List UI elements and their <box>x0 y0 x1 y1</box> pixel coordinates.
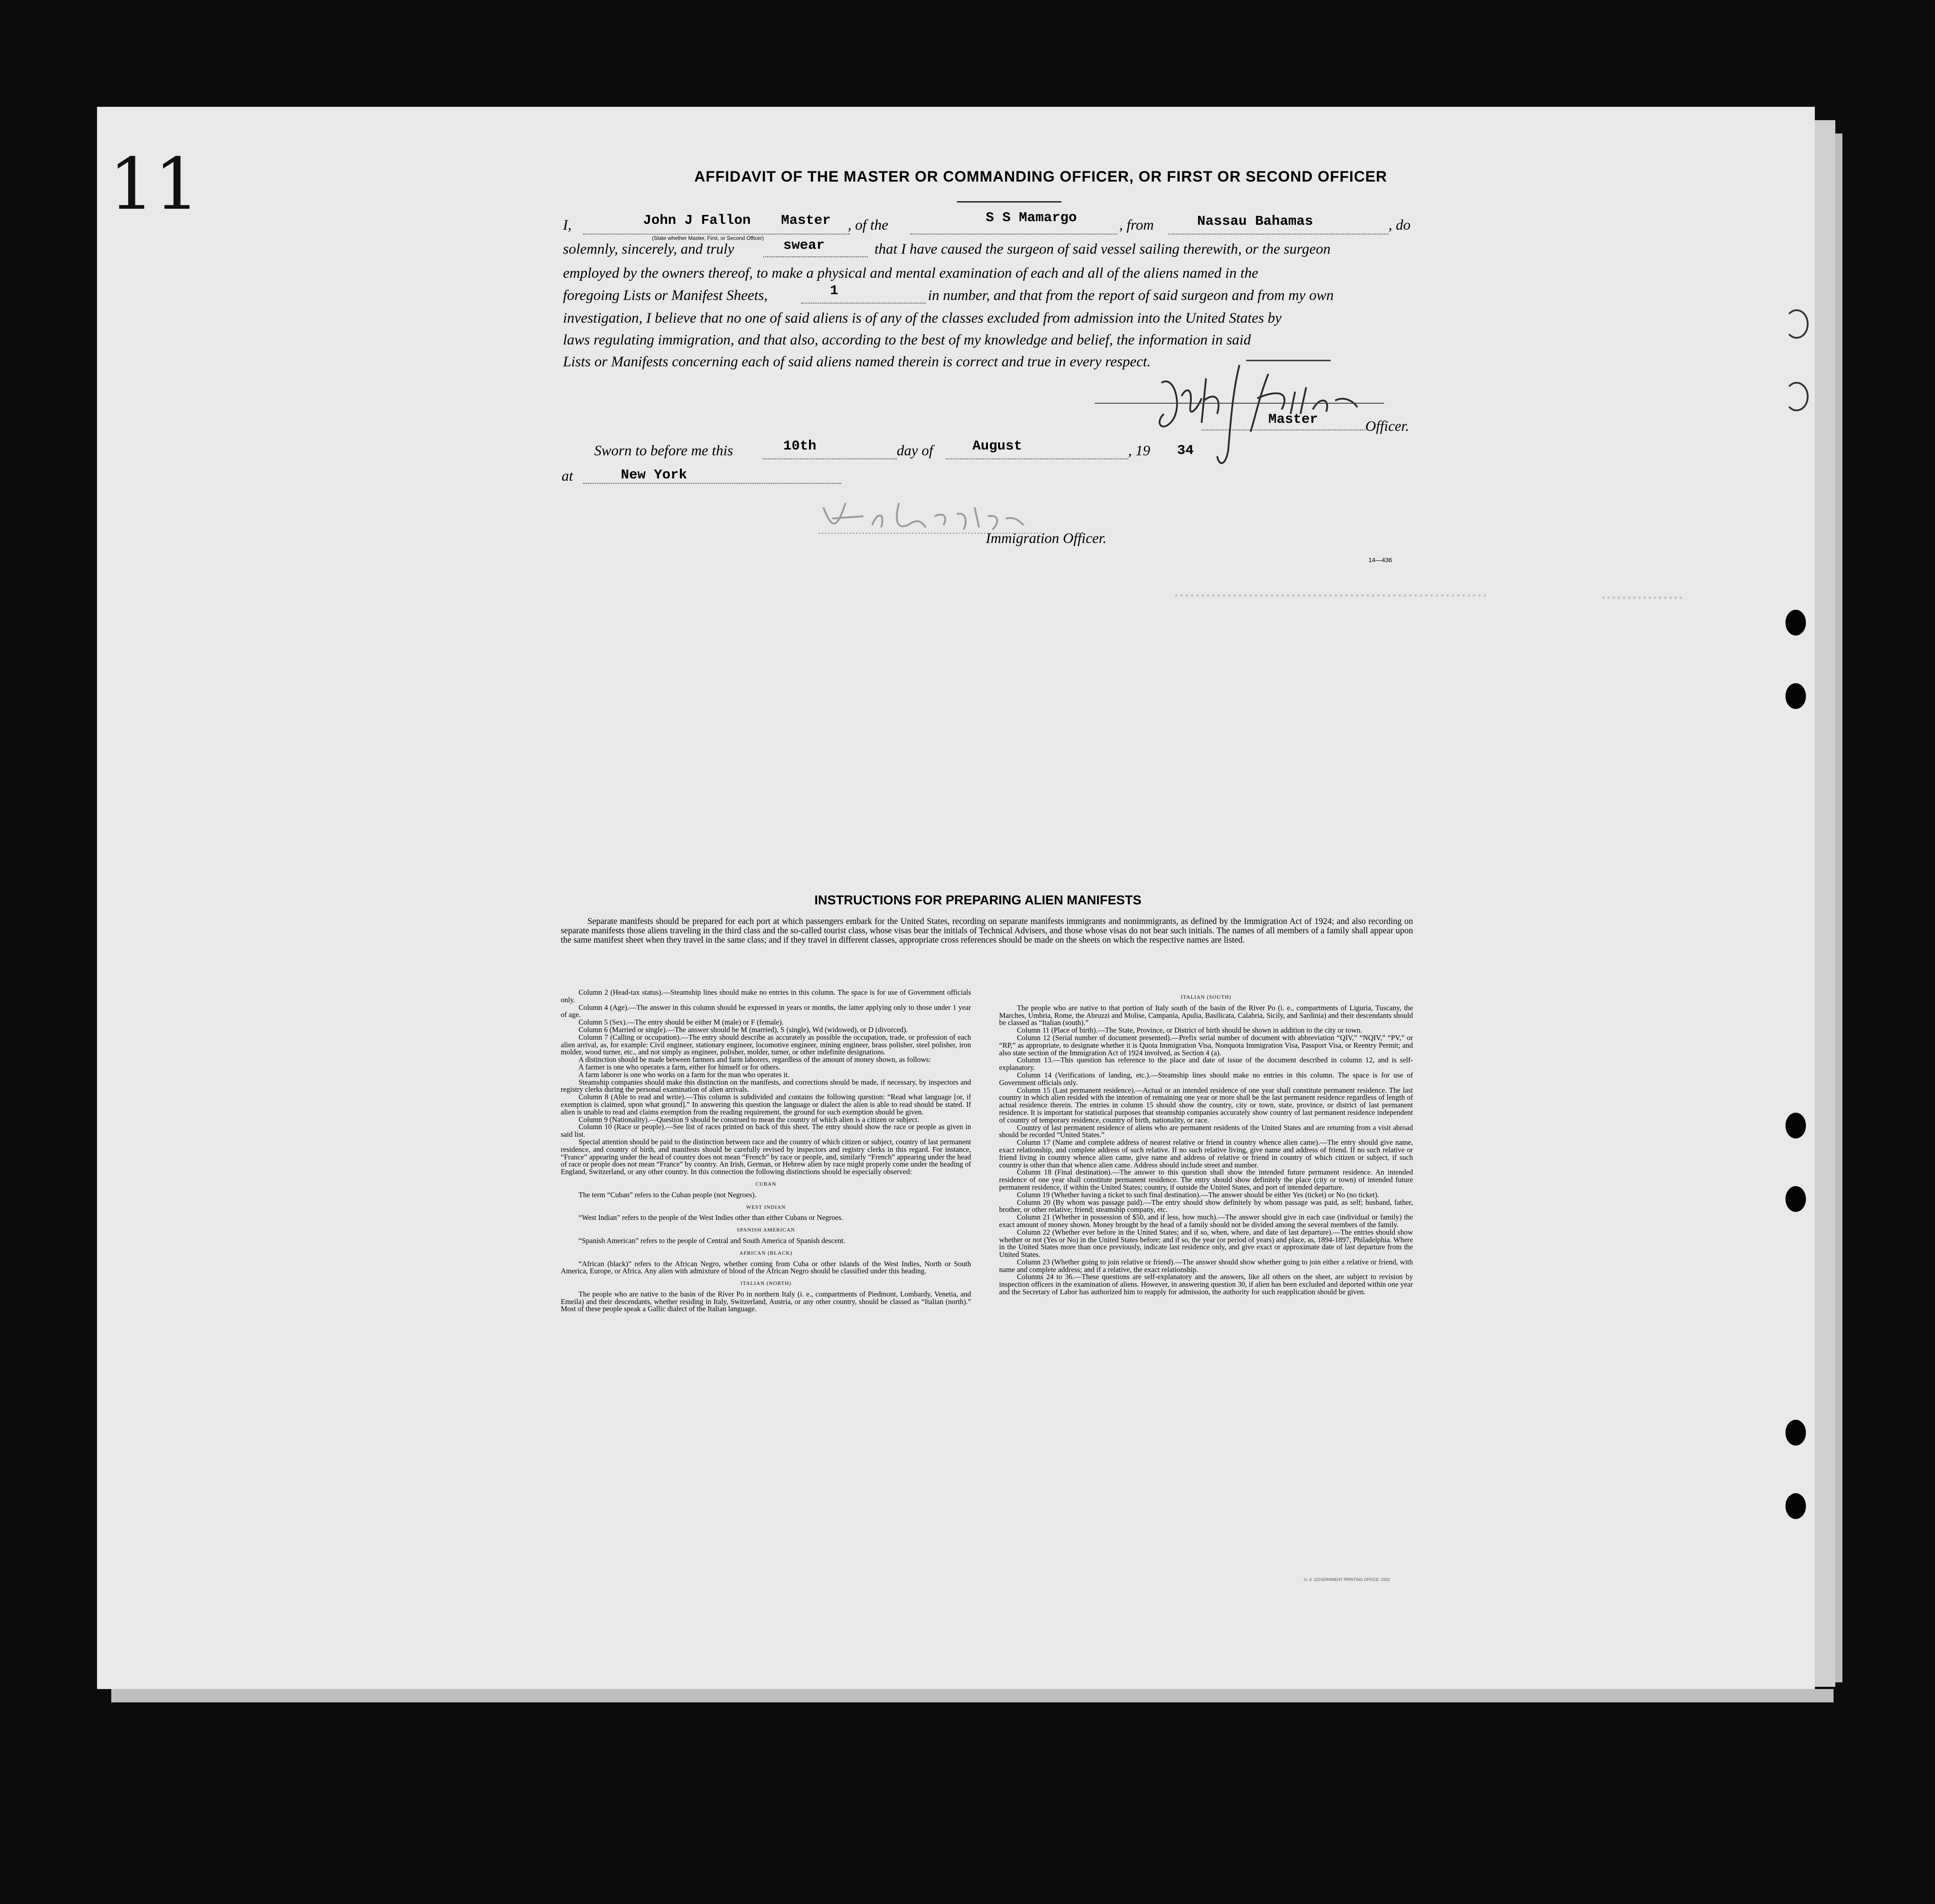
binder-hole <box>1785 382 1809 411</box>
instruction-paragraph: Column 12 (Serial number of document presented).—Prefix serial number of document with abbreviation “QIV,” “NQIV,” “PV,” or “RP,” as appropriate, to designate whether it is Quota Immigration Visa, Nonquota Immigration Visa, Passport Visa, or Reentry Permit; and also state section of the Immigration Act of 1924 involved, as Section 4 (a). <box>999 1033 1413 1057</box>
instructions-title: INSTRUCTIONS FOR PREPARING ALIEN MANIFESTS <box>814 893 1142 907</box>
binder-hole <box>1785 1113 1806 1138</box>
sworn-label: Sworn to before me this <box>594 443 733 459</box>
officer-label: Officer. <box>1365 418 1409 434</box>
instruction-paragraph: Column 4 (Age).—The answer in this column should be expressed in years or months, the latter applying only to those under 1 year of age. <box>561 1003 971 1019</box>
instruction-paragraph: Column 6 (Married or single).—The answer should be M (married), S (single), Wd (widowed), or D (divorced). <box>579 1025 908 1034</box>
section-heading: AFRICAN (BLACK) <box>739 1249 793 1256</box>
instruction-paragraph: The term “Cuban” refers to the Cuban people (not Negroes). <box>579 1190 757 1199</box>
instruction-paragraph: Column 14 (Verifications of landing, etc.).—Steamship lines should make no entries in this column. The space is for use of Government officials only. <box>999 1070 1413 1087</box>
margin-number: 11 <box>109 142 200 226</box>
oath-underline <box>763 256 868 257</box>
instruction-paragraph: Column 10 (Race or people).—See list of races printed on back of this sheet. The entry should show the race or people as given in said list. <box>561 1122 971 1139</box>
sworn-day: 10th <box>783 438 817 454</box>
vessel-name: S S Mamargo <box>986 210 1077 226</box>
year-prefix: , 19 <box>1128 443 1150 459</box>
instruction-paragraph: A farm laborer is one who works on a farm for the man who operates it. <box>579 1070 789 1079</box>
sworn-month: August <box>972 438 1022 454</box>
affidavit-line-7: Lists or Manifests concerning each of said aliens named therein is correct and true in every respect. <box>563 354 1151 370</box>
of-the-label: , of the <box>848 217 888 233</box>
officer-rank: Master <box>1268 412 1318 427</box>
binder-hole <box>1785 1186 1806 1212</box>
oath-word: swear <box>783 238 825 253</box>
master-rank: Master <box>781 213 831 228</box>
instruction-paragraph: “African (black)” refers to the African Negro, whether coming from Cuba or other islands of the West Indies, North or South America, Europe, or Africa. Any alien with admixture of blood of the African Negro should be classified under this heading. <box>561 1259 971 1276</box>
sworn-year: 34 <box>1177 443 1194 458</box>
instructions-column-left <box>561 989 971 1313</box>
section-heading: ITALIAN (SOUTH) <box>1181 994 1231 1000</box>
master-name: John J Fallon <box>643 213 751 228</box>
instruction-paragraph: Column 11 (Place of birth).—The State, Province, or District of birth should be shown in addition to the city or town. <box>1017 1026 1362 1035</box>
sheet-edge-right-2 <box>1835 134 1842 1682</box>
binder-hole <box>1785 683 1806 709</box>
instruction-paragraph: “Spanish American” refers to the people of Central and South America of Spanish descent. <box>579 1236 846 1245</box>
instruction-paragraph: “West Indian” refers to the people of the West Indies other than either Cubans or Negroes. <box>579 1213 843 1222</box>
affidavit-line-3: employed by the owners thereof, to make a physical and mental examination of each and all of the aliens named in the <box>563 265 1259 281</box>
affidavit-line-6: laws regulating immigration, and that also, according to the best of my knowledge and belief, the information in said <box>563 332 1251 348</box>
form-number: 14—436 <box>1368 556 1392 563</box>
instruction-paragraph: Columns 24 to 36.—These questions are self-explanatory and the answers, like all others on the sheet, are subject to revision by inspection officers in the examination of aliens. However, in answering question 30, if alien has been excluded and deported within one year and the Secretary of Labor has authorized him to reapply for admission, the authority for such reapplication should be given. <box>999 1272 1413 1296</box>
at-label: at <box>562 468 573 484</box>
bleed-through-mark <box>1175 594 1486 600</box>
port-underline <box>1168 234 1389 235</box>
bleed-through-mark <box>1602 596 1682 603</box>
instruction-paragraph: Column 13.—This question has reference to the place and date of issue of the document described in column 12, and is self-explanatory. <box>999 1056 1413 1072</box>
section-heading: CUBAN <box>755 1180 777 1187</box>
affidavit-line-2b: that I have caused the surgeon of said vessel sailing therewith, or the surgeon <box>874 241 1331 257</box>
do-label: , do <box>1389 217 1411 233</box>
instruction-paragraph: Column 9 (Nationality).—Question 9 should be construed to mean the country of which alien is a citizen or subject. <box>579 1115 919 1124</box>
instruction-paragraph: The people who are native to that portion of Italy south of the basin of the River Po (i. e., compartments of Liguria, Tuscany, the Marches, Umbria, Rome, the Abruzzi and Molise, Campania, Apulia, Basilicata, Calabria, Sicily, and Sardinia) and their descendants should be classed as “Italian (south).” <box>999 1003 1413 1027</box>
place-underline <box>583 483 841 484</box>
affidavit-line-5: investigation, I believe that no one of said aliens is of any of the classes excluded from admission into the United States by <box>563 310 1282 326</box>
affidavit-line-4b: in number, and that from the report of said surgeon and from my own <box>928 288 1334 304</box>
instruction-paragraph: Column 22 (Whether ever before in the United States; and if so, when, where, and date of last departure).—The entries should show whether or not (Yes or No) in the United States before; and if so, the year (or period of years) and place, as, 1894-1897, Philadelphia. Where in the United States more than once previously, indicate last residence only, and give exact or approximate date of last departure from the United States. <box>999 1227 1413 1259</box>
affidavit-line-2: solemnly, sincerely, and truly <box>563 241 734 257</box>
section-heading: ITALIAN (NORTH) <box>740 1280 792 1287</box>
binder-hole <box>1785 309 1809 339</box>
sheets-underline <box>801 303 926 304</box>
sworn-place: New York <box>621 467 687 483</box>
instruction-paragraph: Country of last permanent residence of aliens who are permanent residents of the United States and are returning from a visit abroad should be recorded “United States.” <box>999 1123 1413 1139</box>
title-rule <box>957 201 1061 203</box>
vessel-underline <box>910 234 1117 235</box>
port-name: Nassau Bahamas <box>1197 214 1313 229</box>
instruction-paragraph: Column 5 (Sex).—The entry should be either M (male) or F (female). <box>579 1018 784 1027</box>
officer-rank-underline <box>1202 429 1366 430</box>
section-heading: WEST INDIAN <box>746 1203 786 1210</box>
instructions-intro: Separate manifests should be prepared for each port at which passengers embark for the United States, recording on separate manifests immigrants and nonimmigrants, as defined by the Immigration Act of 1924; and also recording on separate manifests those aliens traveling in the third class and the so-called tourist class, whose visas bear the initials of Technical Advisers, and those whose visas do not bear such initials. The names of all members of a family shall appear upon the same manifest sheet when they travel in the same class; and if they travel in different classes, appropriate cross references should be made on the sheets on which the respective names are listed. <box>561 917 1413 945</box>
affidavit-line-1: I, <box>563 217 572 233</box>
affidavit-title: AFFIDAVIT OF THE MASTER OR COMMANDING OFFICER, OR FIRST OR SECOND OFFICER <box>694 168 1387 185</box>
rank-note: (State whether Master, First, or Second Officer) <box>652 235 764 241</box>
day-of-label: day of <box>897 443 933 459</box>
instruction-paragraph: Column 17 (Name and complete address of nearest relative or friend in country whence alien came).—The entry should give name, exact relationship, and complete address of such relative. If no such relative living, give name and address of friend. If no such relative or friend living in country whence alien came, give name and address of relative or friend in country of which citizen or subject, if such country is other than that whence alien came. Address should include street and number. <box>999 1138 1413 1169</box>
instruction-paragraph: The people who are native to the basin of the River Po in northern Italy (i. e., compartments of Piedmont, Lombardy, Venetia, and Emeila) and their descendants, whether residing in Italy, Switzerland, Austria, or any other country, should be classed as “Italian (north).” Most of these people speak a Gallic dialect of the Italian language. <box>561 1289 971 1313</box>
instruction-paragraph: Column 19 (Whether having a ticket to such final destination).—The answer should be either Yes (ticket) or No (no ticket). <box>1017 1190 1379 1199</box>
binder-hole <box>1785 610 1806 636</box>
instruction-paragraph: Special attention should be paid to the distinction between race and the country of which citizen or subject, country of last permanent residence, and country of birth, and manifests should be carefully revised by inspectors and registry clerks in this regard. For instance, “France” appearing under the head of country does not mean “French” by race or people, and, similarly “French” appearing under the head of race or people does not mean “France” by country. An Irish, German, or Hebrew alien by race might properly come under the heading of England, Switzerland, or any other country. In this connection the following distinctions should be especially observed: <box>561 1137 971 1176</box>
instruction-paragraph: Column 8 (Able to read and write).—This column is subdivided and contains the following question: “Read what language [or, if exemption is claimed, upon what ground].” In answering this question the language or dialect the alien is able to read should be stated. If alien is unable to read and claims exemption from the reading requirement, the ground for such exemption should be given. <box>561 1093 971 1116</box>
instruction-paragraph: Column 21 (Whether in possession of $50, and if less, how much).—The answer should give in each case (individual or family) the exact amount of money shown. Money brought by the head of a family should not be divided among the several members of the family. <box>999 1213 1413 1229</box>
signature-underline <box>1095 403 1384 404</box>
instruction-paragraph: Column 23 (Whether going to join relative or friend).—The answer should show whether going to join either a relative or friend, with name and complete address; and if a relative, the exact relationship. <box>999 1257 1413 1274</box>
instruction-paragraph: Steamship companies should make this distinction on the manifests, and corrections should be made, if necessary, by inspectors and registry clerks during the personal examination of alien arrivals. <box>561 1078 971 1094</box>
sheet-count: 1 <box>830 283 838 299</box>
instructions-column-right <box>999 993 1413 1296</box>
name-underline <box>583 234 850 235</box>
instruction-paragraph: Column 15 (Last permanent residence).—Actual or an intended residence of one year shall constitute permanent residence. The last country in which alien resided with the intention of remaining one year or more shall be the last permanent residence regardless of length of actual residence therein. The entries in column 15 should show the country, city or town, state, province, or district of last permanent residence. It is important for statistical purposes that steamship companies accurately show country of last permanent residence independent of country of temporary residence, country of birth, nationality, or race. <box>999 1086 1413 1124</box>
day-underline <box>763 458 897 459</box>
from-label: , from <box>1119 217 1154 233</box>
instruction-paragraph: Column 18 (Final destination).—The answer to this question shall show the intended future permanent residence. An intended residence of one year shall constitute permanent residence. The entry should show definitely the place (city or town) of intended future permanent residence, if within the United States; country, if outside the United States, and port of intended departure. <box>999 1168 1413 1191</box>
sheet-edge-right <box>1815 120 1835 1687</box>
affidavit-line-4a: foregoing Lists or Manifest Sheets, <box>563 288 768 304</box>
printer-imprint: U. S. GOVERNMENT PRINTING OFFICE: 1932 <box>1304 1577 1390 1582</box>
instruction-paragraph: Column 7 (Calling or occupation).—The entry should describe as accurately as possible the occupation, trade, or profession of each alien arrival, as, for example: Civil engineer, stationary engineer, locomotive engineer, mining engineer, brass polisher, steel polisher, iron molder, wood turner, etc., and not simply as engineer, polisher, molder, turner, or other indefinite designations. <box>561 1033 971 1057</box>
month-underline <box>946 458 1128 459</box>
instruction-paragraph: Column 20 (By whom was passage paid).—The entry should show definitely by whom passage was paid, as self; husband, father, brother, or other relative; friend; steamship company, etc. <box>999 1198 1413 1214</box>
section-heading: SPANISH AMERICAN <box>737 1227 795 1233</box>
binder-hole <box>1785 1493 1806 1519</box>
instruction-paragraph: A distinction should be made between farmers and farm laborers, regardless of the amount of money shown, as follows: <box>579 1055 931 1064</box>
instruction-paragraph: A farmer is one who operates a farm, either for himself or for others. <box>579 1062 781 1071</box>
sheet-edge-bottom <box>111 1689 1834 1702</box>
instruction-paragraph: Column 2 (Head-tax status).—Steamship lines should make no entries in this column. The space is for use of Government officials only. <box>561 988 971 1004</box>
binder-hole <box>1785 1420 1806 1446</box>
immigration-officer-label: Immigration Officer. <box>986 531 1107 547</box>
